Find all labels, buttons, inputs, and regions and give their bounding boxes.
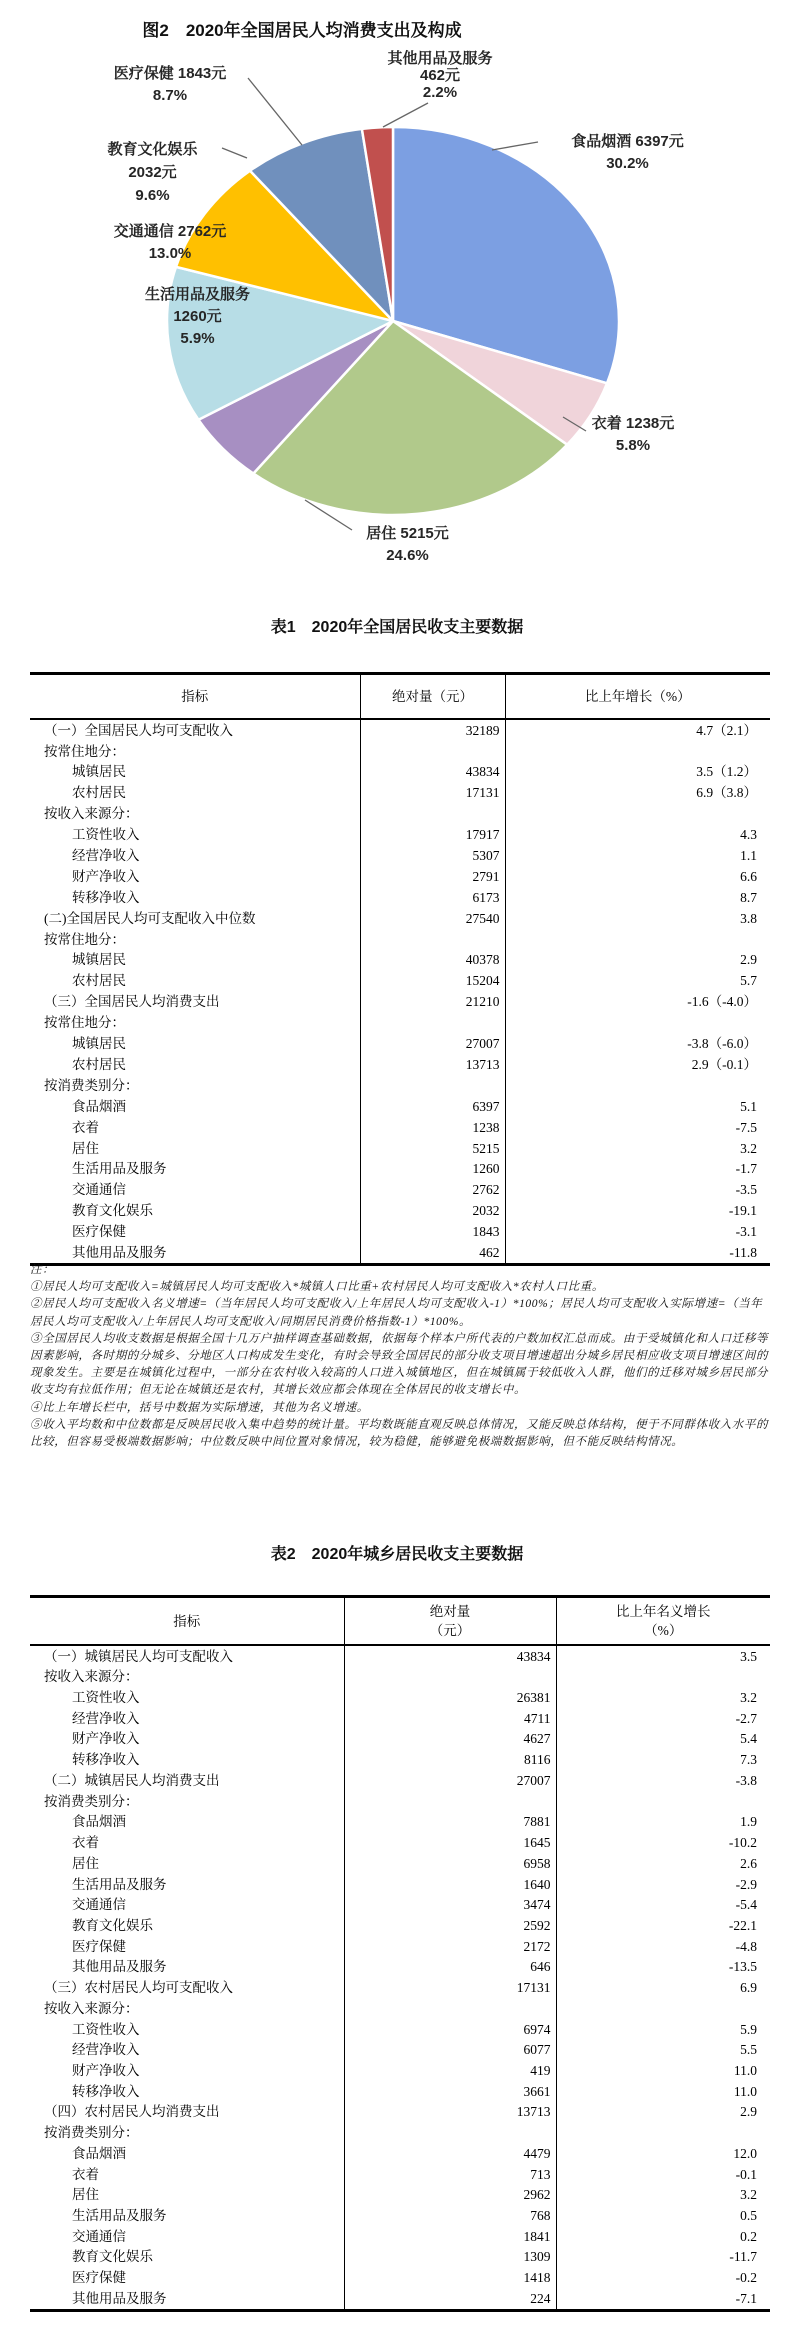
note-item: ②居民人均可支配收入名义增速=（当年居民人均可支配收入/上年居民人均可支配收入-1）*100%；居民人均可支配收入实际增速=（当年居民人均可支配收入/上年居民人均可支配收入/同期居民消费价格指数-1）*100%。 (30, 1298, 763, 1328)
absolute-value-cell: 3661 (344, 2081, 556, 2102)
indicator-cell: （一）全国居民人均可支配收入 (30, 719, 360, 741)
indicator-cell: 经营净收入 (30, 2040, 344, 2061)
table-row (30, 2288, 770, 2310)
table-row (30, 971, 770, 992)
table1-table (30, 672, 770, 1266)
table2-header-col2: 绝对量 （元） (344, 1597, 556, 1646)
indicator-cell: 教育文化娱乐 (30, 1915, 344, 1936)
growth-cell: 6.6 (740, 868, 757, 884)
indicator-cell: 其他用品及服务 (30, 1957, 344, 1978)
pie-label-line: 1260元 (173, 308, 222, 325)
growth-cell: 5.1 (740, 1098, 757, 1114)
growth-cell: -19.1 (728, 1203, 757, 1219)
indicator-cell: 城镇居民 (30, 950, 360, 971)
growth-cell (556, 1667, 770, 1688)
table-row (30, 1138, 770, 1159)
indicator-cell: 城镇居民 (30, 1033, 360, 1054)
indicator-cell: （二）城镇居民人均消费支出 (30, 1770, 344, 1791)
indicator-cell: 转移净收入 (30, 887, 360, 908)
absolute-value-cell: 2032 (360, 1200, 505, 1221)
growth-cell: -2.9 (735, 1876, 757, 1892)
table-row (30, 2123, 770, 2144)
pie-label-household-goods-services (115, 284, 280, 350)
growth-cell: -3.5 (735, 1182, 757, 1198)
table-row (30, 1770, 770, 1791)
table-row (30, 2205, 770, 2226)
pie-chart-title: 图2 2020年全国居民人均消费支出及构成 (142, 21, 462, 40)
absolute-value-cell: 6958 (344, 1853, 556, 1874)
table-row (30, 1978, 770, 1999)
indicator-cell: 工资性收入 (30, 1687, 344, 1708)
growth-cell: -4.8 (735, 1938, 757, 1954)
absolute-value-cell: 768 (344, 2205, 556, 2226)
table-row (30, 1221, 770, 1242)
growth-cell (505, 1012, 770, 1033)
absolute-value-cell (360, 1012, 505, 1033)
absolute-value-cell: 7881 (344, 1812, 556, 1833)
growth-cell (556, 1791, 770, 1812)
pie-label-line: 医疗保健 1843元 (113, 65, 227, 82)
indicator-cell: 按消费类别分： (30, 2123, 344, 2144)
leader-other-goods-services (383, 103, 428, 127)
leader-healthcare (248, 78, 302, 145)
absolute-value-cell: 2791 (360, 866, 505, 887)
table-row (30, 1054, 770, 1075)
growth-cell: -7.1 (735, 2290, 757, 2306)
indicator-cell: 按常住地分： (30, 741, 360, 762)
growth-cell: 0.5 (740, 2208, 757, 2224)
pie-label-housing (350, 523, 465, 567)
absolute-value-cell: 17131 (360, 783, 505, 804)
indicator-cell: 交通通信 (30, 1895, 344, 1916)
table-row (30, 2247, 770, 2268)
indicator-cell: 城镇居民 (30, 762, 360, 783)
growth-cell (556, 2123, 770, 2144)
indicator-cell: 工资性收入 (30, 824, 360, 845)
growth-cell: 1.9 (740, 1814, 757, 1830)
growth-cell: 12.0 (733, 2145, 757, 2161)
indicator-cell: 食品烟酒 (30, 1096, 360, 1117)
growth-cell: 11.0 (733, 2062, 757, 2078)
growth-cell (505, 929, 770, 950)
indicator-cell: 衣着 (30, 2164, 344, 2185)
absolute-value-cell (360, 929, 505, 950)
table-row (30, 1075, 770, 1096)
absolute-value-cell: 224 (344, 2288, 556, 2310)
absolute-value-cell: 1645 (344, 1832, 556, 1853)
table-row (30, 1159, 770, 1180)
pie-label-line: 24.6% (386, 547, 429, 564)
table-row (30, 908, 770, 929)
table-row (30, 2040, 770, 2061)
table-row (30, 762, 770, 783)
table-row (30, 2226, 770, 2247)
pie-label-line: 5.8% (615, 437, 651, 454)
table-row (30, 783, 770, 804)
pie-label-line: 30.2% (606, 155, 649, 172)
absolute-value-cell: 13713 (360, 1054, 505, 1075)
pie-label-food-tobacco-alcohol (540, 131, 715, 175)
note-item: ③全国居民人均收支数据是根据全国十几万户抽样调查基础数据，依据每个样本户所代表的户数加权汇总而成。由于受城镇化和人口迁移等因素影响，各时期的分城乡、分地区人口构成发生变化，有时会导致全国居民的部分收支项目增速超出分城乡居民相应收支项目增速区间的现象发生。主要是在城镇化过程中，一部分在农村收入较高的人口进入城镇地区，但在城镇属于较低收入人群，他们的迁移对城乡居民部分收支均有拉低作用；但无论在城镇还是农村，其增长效应都会体现在全体居民的收支增长中。 (30, 1332, 769, 1397)
absolute-value-cell: 1640 (344, 1874, 556, 1895)
absolute-value-cell (344, 1667, 556, 1688)
growth-cell: -3.8（-6.0） (687, 1036, 757, 1052)
table-row (30, 741, 770, 762)
absolute-value-cell: 17131 (344, 1978, 556, 1999)
table-row (30, 1998, 770, 2019)
pie-label-line: 462元 (419, 67, 461, 84)
absolute-value-cell: 27007 (360, 1033, 505, 1054)
absolute-value-cell: 1843 (360, 1221, 505, 1242)
growth-cell: 3.2 (740, 1140, 757, 1156)
growth-cell: 7.3 (740, 1752, 757, 1768)
table-row (30, 2164, 770, 2185)
table2-table (30, 1595, 770, 2312)
growth-cell: 5.5 (740, 2042, 757, 2058)
indicator-cell: （一）城镇居民人均可支配收入 (30, 1645, 344, 1667)
absolute-value-cell: 5307 (360, 845, 505, 866)
absolute-value-cell: 2962 (344, 2185, 556, 2206)
table-row (30, 1729, 770, 1750)
table2-title: 表2 2020年城乡居民收支主要数据 (270, 1546, 524, 1563)
table-row (30, 1033, 770, 1054)
note-item: ⑤收入平均数和中位数都是反映居民收入集中趋势的统计量。平均数既能直观反映总体情况，又能反映总体结构，便于不同群体收入水平的比较，但容易受极端数据影响；中位数反映中间位置对象情况，较为稳健，能够避免极端数据影响，但不能反映结构情况。 (30, 1418, 769, 1449)
indicator-cell: 医疗保健 (30, 2268, 344, 2289)
absolute-value-cell: 13713 (344, 2102, 556, 2123)
table1-header-col3: 比上年增长（%） (505, 674, 770, 720)
growth-cell: 5.9 (740, 2021, 757, 2037)
absolute-value-cell: 27540 (360, 908, 505, 929)
indicator-cell: 居住 (30, 1138, 360, 1159)
table1-national-income-expenditure (30, 672, 770, 1266)
indicator-cell: 按收入来源分： (30, 804, 360, 825)
absolute-value-cell: 1841 (344, 2226, 556, 2247)
indicator-cell: 食品烟酒 (30, 2143, 344, 2164)
indicator-cell: 财产净收入 (30, 2060, 344, 2081)
table-row (30, 2060, 770, 2081)
indicator-cell: 生活用品及服务 (30, 2205, 344, 2226)
table1-header-col1: 指标 (30, 674, 360, 720)
indicator-cell: 工资性收入 (30, 2019, 344, 2040)
indicator-cell: 按收入来源分： (30, 1667, 344, 1688)
pie-label-line: 教育文化娱乐 (107, 141, 198, 158)
table-row (30, 1853, 770, 1874)
table-row (30, 866, 770, 887)
pie-label-line: 5.9% (180, 330, 215, 347)
table-row (30, 929, 770, 950)
table-row (30, 1936, 770, 1957)
indicator-cell: 农村居民 (30, 783, 360, 804)
growth-cell: 5.7 (740, 973, 757, 989)
leader-food-tobacco-alcohol (492, 142, 538, 150)
absolute-value-cell: 6397 (360, 1096, 505, 1117)
absolute-value-cell: 27007 (344, 1770, 556, 1791)
table-row (30, 950, 770, 971)
indicator-cell: 转移净收入 (30, 1750, 344, 1771)
indicator-cell: 按消费类别分： (30, 1075, 360, 1096)
indicator-cell: 按收入来源分： (30, 1998, 344, 2019)
absolute-value-cell: 2762 (360, 1180, 505, 1201)
absolute-value-cell: 21210 (360, 992, 505, 1013)
absolute-value-cell: 1309 (344, 2247, 556, 2268)
indicator-cell: 交通通信 (30, 2226, 344, 2247)
indicator-cell: 医疗保健 (30, 1221, 360, 1242)
table-row (30, 1645, 770, 1667)
growth-cell: 8.7 (740, 889, 757, 905)
table-row (30, 2019, 770, 2040)
growth-cell: -7.5 (735, 1119, 757, 1135)
growth-cell: -11.8 (729, 1244, 757, 1260)
absolute-value-cell: 646 (344, 1957, 556, 1978)
growth-cell: 2.9 (740, 952, 757, 968)
indicator-cell: 生活用品及服务 (30, 1159, 360, 1180)
growth-cell (505, 804, 770, 825)
table-row (30, 719, 770, 741)
absolute-value-cell: 3474 (344, 1895, 556, 1916)
indicator-cell: 按消费类别分： (30, 1791, 344, 1812)
growth-cell: -5.4 (735, 1897, 757, 1913)
pie-label-line: 8.7% (152, 87, 188, 104)
growth-cell: -3.1 (735, 1224, 757, 1240)
table-row (30, 1687, 770, 1708)
table-row (30, 1667, 770, 1688)
table-row (30, 1895, 770, 1916)
table-row (30, 1874, 770, 1895)
indicator-cell: （三）全国居民人均消费支出 (30, 992, 360, 1013)
absolute-value-cell: 43834 (360, 762, 505, 783)
pie-label-line: 其他用品及服务 (387, 50, 493, 67)
growth-cell: -2.7 (735, 1710, 757, 1726)
absolute-value-cell: 4627 (344, 1729, 556, 1750)
growth-cell: 6.9 (740, 1980, 757, 1996)
table-row (30, 1791, 770, 1812)
growth-cell (505, 741, 770, 762)
growth-cell: 3.2 (740, 1690, 757, 1706)
indicator-cell: 医疗保健 (30, 1936, 344, 1957)
table-row (30, 1180, 770, 1201)
table-row (30, 2268, 770, 2289)
indicator-cell: 生活用品及服务 (30, 1874, 344, 1895)
table-row (30, 1012, 770, 1033)
absolute-value-cell: 32189 (360, 719, 505, 741)
growth-cell: 4.7（2.1） (696, 722, 757, 738)
pie-label-line: 9.6% (135, 187, 170, 204)
pie-label-line: 交通通信 2762元 (113, 223, 227, 240)
growth-cell: 2.6 (740, 1855, 757, 1871)
pie-label-line: 2.2% (422, 84, 458, 101)
absolute-value-cell (360, 804, 505, 825)
absolute-value-cell: 4711 (344, 1708, 556, 1729)
growth-cell: -1.6（-4.0） (687, 994, 757, 1010)
table-row (30, 1750, 770, 1771)
growth-cell: 2.9（-0.1） (691, 1056, 757, 1072)
growth-cell: 0.2 (740, 2228, 757, 2244)
pie-label-transport-communication (85, 221, 255, 265)
absolute-value-cell (360, 1075, 505, 1096)
table-row (30, 1708, 770, 1729)
absolute-value-cell: 6077 (344, 2040, 556, 2061)
absolute-value-cell: 40378 (360, 950, 505, 971)
growth-cell: 3.8 (740, 910, 757, 926)
growth-cell: -1.7 (735, 1161, 757, 1177)
pie-label-line: 2032元 (128, 164, 177, 181)
growth-cell (556, 1998, 770, 2019)
table-row (30, 1957, 770, 1978)
growth-cell: 3.2 (740, 2187, 757, 2203)
absolute-value-cell: 17917 (360, 824, 505, 845)
indicator-cell: 交通通信 (30, 1180, 360, 1201)
absolute-value-cell (344, 2123, 556, 2144)
absolute-value-cell: 419 (344, 2060, 556, 2081)
table1-header-col2: 绝对量（元） (360, 674, 505, 720)
growth-cell: 3.5（1.2） (696, 764, 757, 780)
table-row (30, 824, 770, 845)
growth-cell: -0.1 (735, 2166, 757, 2182)
table2-urban-rural-income-expenditure (30, 1595, 770, 2312)
table-row (30, 1812, 770, 1833)
absolute-value-cell: 462 (360, 1242, 505, 1264)
indicator-cell: 衣着 (30, 1117, 360, 1138)
growth-cell: 1.1 (740, 848, 757, 864)
indicator-cell: 按常住地分： (30, 1012, 360, 1033)
indicator-cell: 农村居民 (30, 1054, 360, 1075)
indicator-cell: 财产净收入 (30, 866, 360, 887)
table-row (30, 2081, 770, 2102)
indicator-cell: 教育文化娱乐 (30, 2247, 344, 2268)
note-item: ④比上年增长栏中，括号中数据为实际增速，其他为名义增速。 (30, 1401, 369, 1414)
growth-cell: -3.8 (735, 1772, 757, 1788)
pie-label-line: 13.0% (148, 245, 192, 262)
absolute-value-cell: 2592 (344, 1915, 556, 1936)
absolute-value-cell: 6974 (344, 2019, 556, 2040)
absolute-value-cell: 6173 (360, 887, 505, 908)
pie-label-line: 居住 5215元 (366, 525, 449, 542)
absolute-value-cell (344, 1998, 556, 2019)
pie-label-healthcare (95, 63, 245, 107)
table-row (30, 1096, 770, 1117)
growth-cell: 5.4 (740, 1731, 757, 1747)
table-row (30, 1200, 770, 1221)
absolute-value-cell (344, 1791, 556, 1812)
growth-cell: -22.1 (728, 1917, 757, 1933)
table-row (30, 1915, 770, 1936)
table2-header-col3: 比上年名义增长 （%） (556, 1597, 770, 1646)
indicator-cell: 按常住地分： (30, 929, 360, 950)
table-row (30, 992, 770, 1013)
absolute-value-cell: 5215 (360, 1138, 505, 1159)
notes-list (30, 1279, 774, 1451)
absolute-value-cell: 713 (344, 2164, 556, 2185)
table-row (30, 887, 770, 908)
table1-notes (30, 1262, 774, 1451)
growth-cell: 6.9（3.8） (696, 785, 757, 801)
indicator-cell: （三）农村居民人均可支配收入 (30, 1978, 344, 1999)
indicator-cell: (二)全国居民人均可支配收入中位数 (30, 908, 360, 929)
absolute-value-cell: 8116 (344, 1750, 556, 1771)
absolute-value-cell: 15204 (360, 971, 505, 992)
indicator-cell: 经营净收入 (30, 1708, 344, 1729)
table-row (30, 804, 770, 825)
table-row (30, 1117, 770, 1138)
growth-cell: 11.0 (733, 2083, 757, 2099)
absolute-value-cell (360, 741, 505, 762)
pie-label-education-culture-entertainment (80, 138, 225, 207)
note-item: ①居民人均可支配收入=城镇居民人均可支配收入*城镇人口比重+农村居民人均可支配收入*农村人口比重。 (30, 1281, 604, 1294)
growth-cell: -10.2 (728, 1835, 757, 1851)
absolute-value-cell: 2172 (344, 1936, 556, 1957)
table-row (30, 2185, 770, 2206)
growth-cell: 2.9 (740, 2104, 757, 2120)
growth-cell: 4.3 (740, 827, 757, 843)
pie-label-other-goods-services (355, 50, 525, 101)
pie-label-line: 生活用品及服务 (144, 286, 250, 303)
absolute-value-cell: 4479 (344, 2143, 556, 2164)
absolute-value-cell: 1418 (344, 2268, 556, 2289)
absolute-value-cell: 1238 (360, 1117, 505, 1138)
indicator-cell: 财产净收入 (30, 1729, 344, 1750)
pie-label-clothing (583, 413, 683, 457)
indicator-cell: （四）农村居民人均消费支出 (30, 2102, 344, 2123)
table-row (30, 2102, 770, 2123)
indicator-cell: 居住 (30, 2185, 344, 2206)
indicator-cell: 食品烟酒 (30, 1812, 344, 1833)
pie-label-line: 衣着 1238元 (591, 415, 675, 432)
leader-education (222, 148, 247, 158)
indicator-cell: 经营净收入 (30, 845, 360, 866)
indicator-cell: 教育文化娱乐 (30, 1200, 360, 1221)
absolute-value-cell: 43834 (344, 1645, 556, 1667)
table-row (30, 845, 770, 866)
indicator-cell: 农村居民 (30, 971, 360, 992)
indicator-cell: 其他用品及服务 (30, 1242, 360, 1264)
growth-cell: -0.2 (735, 2270, 757, 2286)
indicator-cell: 衣着 (30, 1832, 344, 1853)
pie-label-line: 食品烟酒 6397元 (571, 133, 684, 150)
table1-title: 表1 2020年全国居民收支主要数据 (270, 619, 524, 636)
growth-cell: -13.5 (728, 1959, 757, 1975)
table-row (30, 2143, 770, 2164)
indicator-cell: 居住 (30, 1853, 344, 1874)
table-row (30, 1832, 770, 1853)
absolute-value-cell: 26381 (344, 1687, 556, 1708)
indicator-cell: 转移净收入 (30, 2081, 344, 2102)
growth-cell: -11.7 (729, 2249, 757, 2265)
table2-header-col1: 指标 (30, 1597, 344, 1646)
absolute-value-cell: 1260 (360, 1159, 505, 1180)
indicator-cell: 其他用品及服务 (30, 2288, 344, 2310)
growth-cell: 3.5 (740, 1648, 757, 1664)
notes-label: 注： (30, 1264, 55, 1276)
growth-cell (505, 1075, 770, 1096)
